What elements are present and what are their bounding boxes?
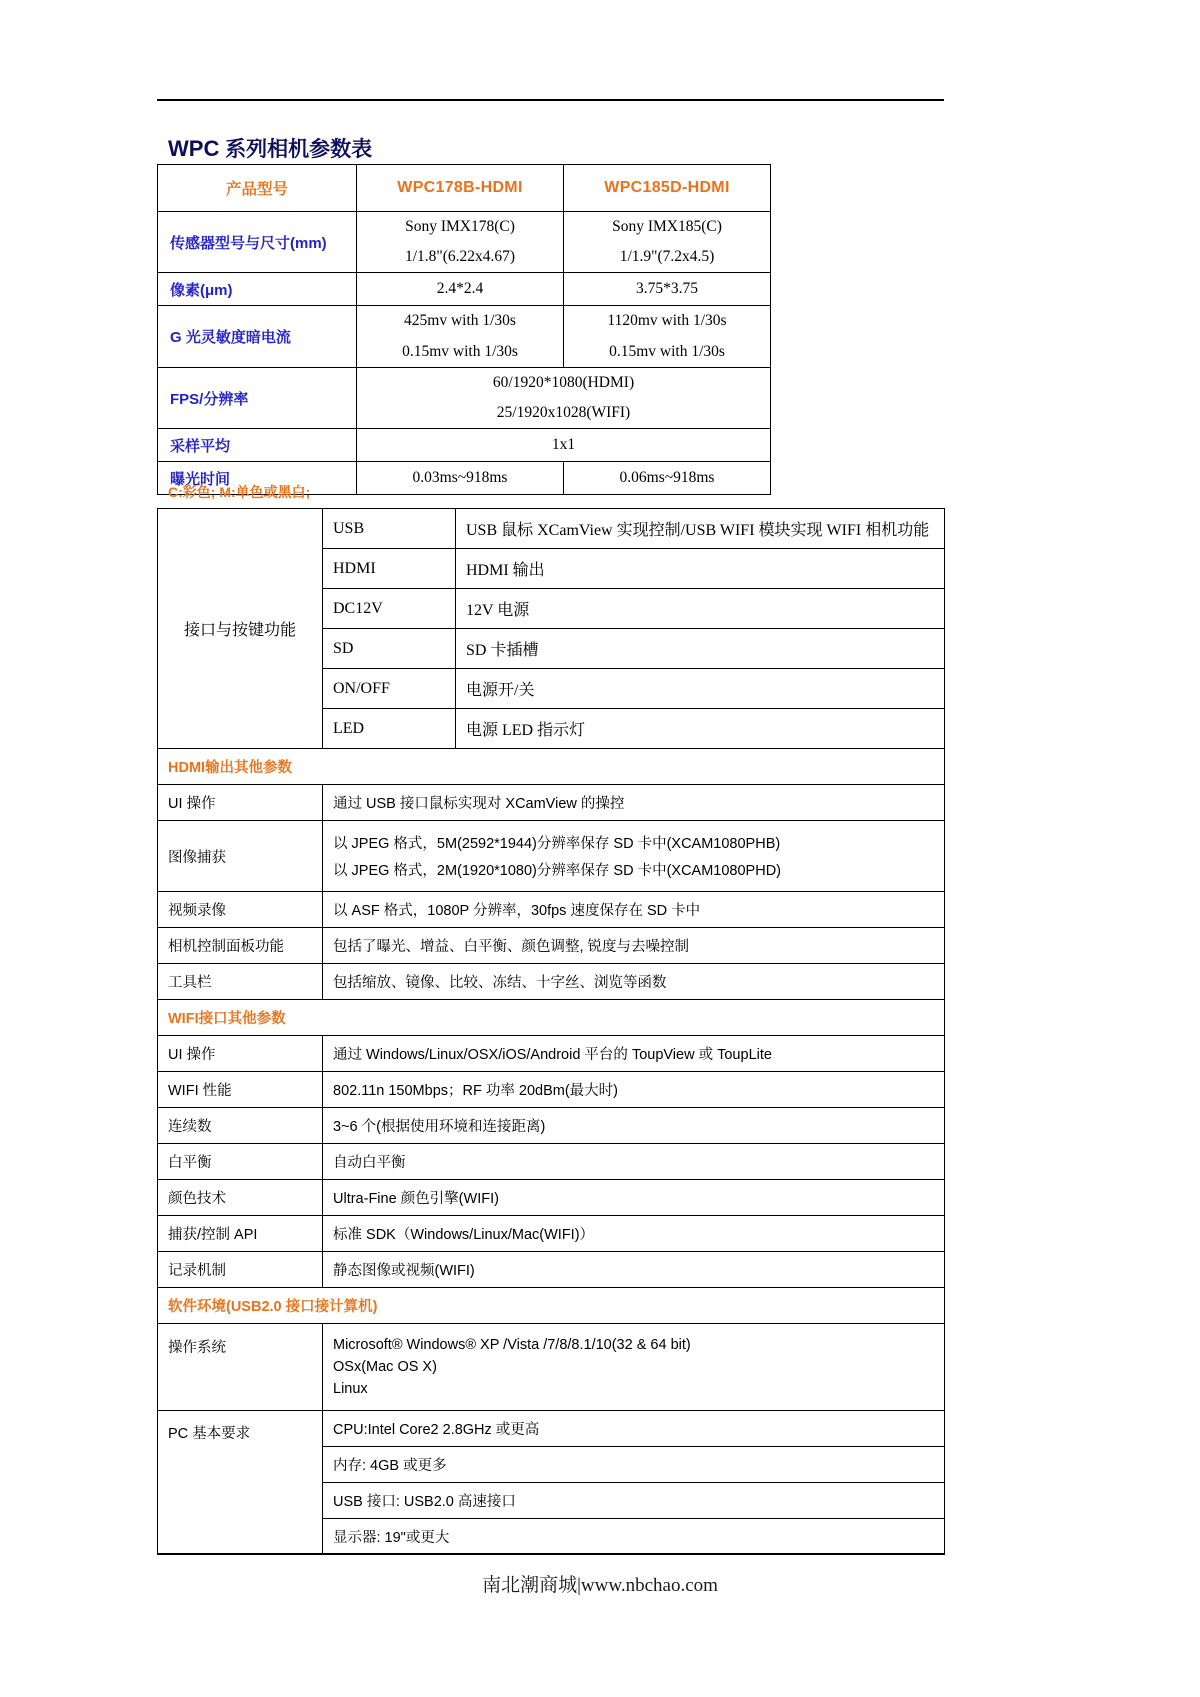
table-row [158, 273, 771, 306]
cell-line: Linux [333, 1381, 368, 1397]
cell-line: OSx(Mac OS X) [333, 1359, 437, 1375]
wifi-key-record: 记录机制 [158, 1252, 323, 1288]
wifi-value-ui: 通过 Windows/Linux/OSX/iOS/Android 平台的 ToupView 或 ToupLite [323, 1036, 945, 1072]
software-value-os [323, 1324, 945, 1411]
table-row [158, 1036, 945, 1072]
cell-line: Sony IMX185(C) [612, 218, 722, 235]
cell-pixel-b: 3.75*3.75 [564, 273, 771, 306]
table-row [158, 306, 771, 367]
page-title-rest: 系列相机参数表 [219, 138, 373, 161]
cell-line: 0.15mv with 1/30s [402, 342, 518, 360]
iface-key-onoff: ON/OFF [323, 669, 456, 709]
cell-line: 425mv with 1/30s [404, 312, 516, 330]
wifi-key-api: 捕获/控制 API [158, 1216, 323, 1252]
wifi-key-ui: UI 操作 [158, 1036, 323, 1072]
table-row [158, 1324, 945, 1411]
table-row [158, 212, 771, 273]
wifi-key-white-balance: 白平衡 [158, 1144, 323, 1180]
wifi-value-white-balance: 自动白平衡 [323, 1144, 945, 1180]
cell-line: 以 JPEG 格式，5M(2592*1944)分辨率保存 SD 卡中(XCAM1080PHB) [333, 836, 781, 852]
table-row [158, 1252, 945, 1288]
camera-spec-table [157, 164, 771, 495]
section-heading-wifi [158, 1000, 945, 1036]
wifi-key-performance: WIFI 性能 [158, 1072, 323, 1108]
section-heading-bold: HDMI [168, 760, 206, 776]
cell-line: 25/1920x1028(WIFI) [496, 404, 631, 422]
cell-sensor-a [357, 212, 564, 273]
page-title-bold: WPC [168, 136, 220, 161]
wifi-value-color-tech: Ultra-Fine 颜色引擎(WIFI) [323, 1180, 945, 1216]
iface-value-hdmi: HDMI 输出 [456, 549, 945, 589]
table-row [158, 1216, 945, 1252]
iface-key-hdmi: HDMI [323, 549, 456, 589]
hdmi-value-capture [323, 821, 945, 892]
row-label-fps: FPS/分辨率 [158, 367, 357, 428]
cell-binning-merged: 1x1 [357, 429, 771, 462]
software-value-cpu: CPU:Intel Core2 2.8GHz 或更高 [323, 1411, 945, 1447]
cell-sensor-b [564, 212, 771, 273]
hdmi-key-video: 视频录像 [158, 892, 323, 928]
col-header-product: 产品型号 [158, 165, 357, 212]
table-row [158, 1411, 945, 1447]
software-value-memory: 内存: 4GB 或更多 [323, 1447, 945, 1483]
section-heading-row [158, 1288, 945, 1324]
hdmi-key-toolbar: 工具栏 [158, 964, 323, 1000]
row-label-binning: 采样平均 [158, 429, 357, 462]
section-heading-software: 软件环境(USB2.0 接口接计算机) [158, 1288, 945, 1324]
row-label-pixel: 像素(μm) [158, 273, 357, 306]
cell-line: Microsoft® Windows® XP /Vista /7/8/8.1/10(32 & 64 bit) [333, 1337, 691, 1353]
iface-value-sd: SD 卡插槽 [456, 629, 945, 669]
table-row [158, 928, 945, 964]
table-row [158, 1144, 945, 1180]
table-row [158, 785, 945, 821]
row-label-exposure: 曝光时间 [158, 462, 357, 495]
section-heading-bold: WIFI [168, 1011, 199, 1027]
row-label-interface: 接口与按键功能 [158, 509, 323, 749]
table-row [158, 367, 771, 428]
col-header-model-b: WPC185D-HDMI [564, 165, 771, 212]
iface-key-sd: SD [323, 629, 456, 669]
wifi-value-api: 标准 SDK（Windows/Linux/Mac(WIFI)） [323, 1216, 945, 1252]
table-row [158, 1108, 945, 1144]
software-value-usb: USB 接口: USB2.0 高速接口 [323, 1483, 945, 1519]
software-key-os: 操作系统 [158, 1324, 323, 1411]
footer-rule [157, 1553, 944, 1555]
iface-value-led: 电源 LED 指示灯 [456, 709, 945, 749]
iface-value-dc12v: 12V 电源 [456, 589, 945, 629]
header-rule [157, 99, 944, 101]
footer-text: 南北潮商城|www.nbchao.com [482, 1575, 718, 1596]
col-header-model-a: WPC178B-HDMI [357, 165, 564, 212]
wifi-value-record: 静态图像或视频(WIFI) [323, 1252, 945, 1288]
section-heading-hdmi [158, 749, 945, 785]
software-value-monitor: 显示器: 19"或更大 [323, 1519, 945, 1555]
cell-line: 1/1.8"(6.22x4.67) [404, 248, 516, 266]
cell-exposure-b: 0.06ms~918ms [564, 462, 771, 495]
table-row [158, 821, 945, 892]
software-key-pc: PC 基本要求 [158, 1411, 323, 1555]
section-heading-rest: 接口其他参数 [198, 1011, 286, 1027]
detail-spec-table [157, 508, 945, 1555]
section-heading-row [158, 1000, 945, 1036]
table-row [158, 964, 945, 1000]
iface-key-dc12v: DC12V [323, 589, 456, 629]
cell-exposure-a: 0.03ms~918ms [357, 462, 564, 495]
iface-value-onoff: 电源开/关 [456, 669, 945, 709]
hdmi-value-control-panel: 包括了曝光、增益、白平衡、颜色调整, 锐度与去噪控制 [323, 928, 945, 964]
table-row [158, 509, 945, 549]
cell-line: 0.15mv with 1/30s [609, 342, 725, 360]
iface-key-led: LED [323, 709, 456, 749]
hdmi-value-ui: 通过 USB 接口鼠标实现对 XCamView 的操控 [323, 785, 945, 821]
table-row [158, 1072, 945, 1108]
cell-fps-merged [357, 367, 771, 428]
cell-line: 1/1.9"(7.2x4.5) [619, 248, 715, 266]
cell-line: Sony IMX178(C) [405, 218, 515, 235]
wifi-key-connections: 连续数 [158, 1108, 323, 1144]
color-mono-note: C:彩色; M:单色或黑白; [168, 484, 311, 500]
table-row [158, 892, 945, 928]
cell-line: 以 JPEG 格式，2M(1920*1080)分辨率保存 SD 卡中(XCAM1080PHD) [333, 863, 782, 879]
cell-line: 1120mv with 1/30s [607, 312, 727, 330]
cell-line: 60/1920*1080(HDMI) [492, 373, 635, 391]
cell-sensitivity-a [357, 306, 564, 367]
section-heading-row [158, 749, 945, 785]
iface-value-usb: USB 鼠标 XCamView 实现控制/USB WIFI 模块实现 WIFI 相机功能 [456, 509, 945, 549]
wifi-value-performance: 802.11n 150Mbps；RF 功率 20dBm(最大时) [323, 1072, 945, 1108]
cell-pixel-a: 2.4*2.4 [357, 273, 564, 306]
cell-sensitivity-b [564, 306, 771, 367]
hdmi-value-video: 以 ASF 格式，1080P 分辨率，30fps 速度保存在 SD 卡中 [323, 892, 945, 928]
wifi-key-color-tech: 颜色技术 [158, 1180, 323, 1216]
hdmi-key-control-panel: 相机控制面板功能 [158, 928, 323, 964]
hdmi-key-ui: UI 操作 [158, 785, 323, 821]
table-row [158, 429, 771, 462]
hdmi-key-capture: 图像捕获 [158, 821, 323, 892]
hdmi-value-toolbar: 包括缩放、镜像、比较、冻结、十字丝、浏览等函数 [323, 964, 945, 1000]
wifi-value-connections: 3~6 个(根据使用环境和连接距离) [323, 1108, 945, 1144]
row-label-sensitivity: G 光灵敏度暗电流 [158, 306, 357, 367]
table-header-row [158, 165, 771, 212]
row-label-sensor: 传感器型号与尺寸(mm) [158, 212, 357, 273]
table-row [158, 1180, 945, 1216]
page-title [168, 133, 372, 163]
section-heading-rest: 输出其他参数 [205, 760, 293, 776]
iface-key-usb: USB [323, 509, 456, 549]
